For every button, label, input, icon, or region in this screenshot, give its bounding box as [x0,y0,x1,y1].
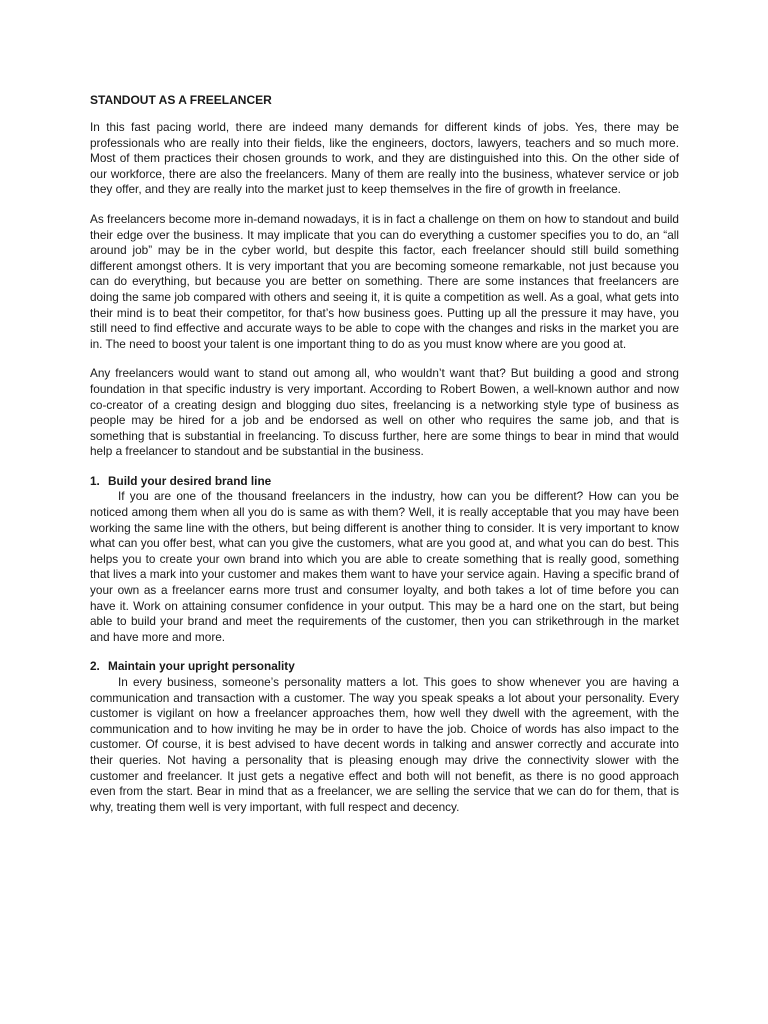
intro-paragraph-3: Any freelancers would want to stand out among all, who wouldn’t want that? But building a good and strong foundation in that specific industry is very important. According to Robert Bowen, a well-known author and now co-creator of a creating design and blogging duo sites, freelancing is a networking style type of business as people may be hired for a job and be endorsed as well on other who requires the same job, and that is something that is substantial in freelancing. To discuss further, here are some things to bear in mind that would help a freelancer to standout and be substantial in the business. [90,366,679,459]
section-build-brand-line [90,474,679,646]
document-title: STANDOUT AS A FREELANCER [90,93,272,107]
section-body: If you are one of the thousand freelancers in the industry, how can you be different? How can you be noticed among them when all you do is same as with them? Well, it is really acceptable that you may have been working the same line with the others, but being different is another thing to consider. It is very important to know what can you offer best, what can you give the customers, what are you good at, and what you can do best. This helps you to create your own brand into which you are able to create something that is really good, something that lives a mark into your customer and makes them want to have your service again. Having a specific brand of your own as a freelancer earns more trust and consumer loyalty, and both takes a lot of time before you can have it. Work on attaining consumer confidence in your output. This may be a hard one on the start, but being able to build your brand and meet the requirements of the customer, then you can strikethrough in the market and have more and more. [90,489,679,644]
section-heading [90,659,679,675]
intro-paragraph-2: As freelancers become more in-demand nowadays, it is in fact a challenge on them on how to standout and build their edge over the business. It may implicate that you can do everything a customer specifies you to do, an “all around job” may be in the cyber world, but despite this factor, each freelancer should still build something different amongst others. It is very important that you are becoming someone remarkable, not just because you can do everything, but because you are better on something. There are some instances that freelancers are doing the same job compared with others and seeing it, it is quite a competition as well. As a goal, what gets into their mind is to beat their competitor, for that’s how business goes. Putting up all the pressure it may have, you still need to find effective and accurate ways to be able to cope with the changes and risks in the market you are in. The need to boost your talent is one important thing to do as you must know where are you good at. [90,211,679,351]
section-number: 1. [90,473,100,488]
intro-paragraph-1: In this fast pacing world, there are indeed many demands for different kinds of jobs. Yes, there may be professionals who are really into their fields, like the engineers, doctors, lawyers, teachers and so much more. Most of them practices their chosen grounds to work, and they are distinguished into this. On the other side of our workforce, there are also the freelancers. Many of them are really into the business, whatever service or job they offer, and they are really into the market just to keep themselves in the fire of growth in freelance. [90,120,679,197]
section-upright-personality [90,659,679,815]
section-body: In every business, someone’s personality matters a lot. This goes to show whenever you are having a communication and transaction with a customer. The way you speak speaks a lot about your personality. Every customer is vigilant on how a freelancer approaches them, how well they dwell with the agreement, with the communication and to how inviting he may be in order to have the job. Choice of words has also impact to the customer. Of course, it is best advised to have decent words in talking and answer correctly and accurate into their queries. Not having a personality that is pleasing enough may drive the connectivity slower with the customer and freelancer. It just gets a negative effect and both will not benefit, as there is no good approach even from the start. Bear in mind that as a freelancer, we are selling the service that we can do for them, that is why, treating them well is very important, with full respect and decency. [90,675,679,814]
section-number: 2. [90,659,100,674]
section-title: Maintain your upright personality [108,659,295,674]
section-title: Build your desired brand line [108,473,272,488]
section-heading [90,474,679,490]
